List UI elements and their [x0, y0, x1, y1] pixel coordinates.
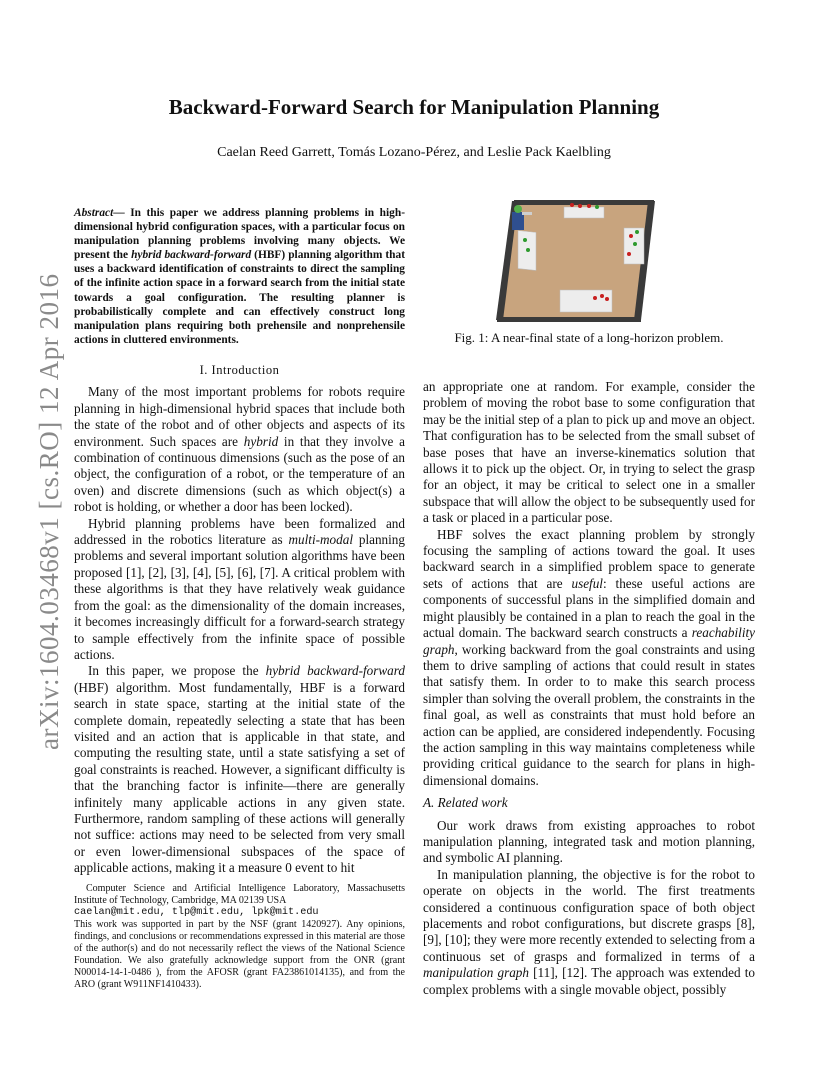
figure-object: [600, 294, 604, 298]
arxiv-stamp-text: arXiv:1604.03468v1 [cs.RO] 12 Apr 2016: [34, 273, 64, 750]
figure-table-right: [624, 228, 644, 264]
footnote: [74, 883, 405, 991]
paragraph: HBF solves the exact planning problem by strongly focusing the sampling of actions toward the goal. It uses backward search in a simplified problem space to generate sets of actions that are useful: these useful actions are components of successful plans in the simplified domain and might plausibly be contained in a plan to reach the goal in the actual domain. The backward search constructs a reachability graph, working backward from the goal constraints and using them to drive sampling of actions that could result in states that satisfy them. In order to to make this search process simpler than solving the overall problem, the constraints in the final goal, as well as constraints that must hold before an action can be applied, are considered independently. Focusing the action sampling in this way maintains completeness while providing critical guidance to the search for plans in high-dimensional domains.: [423, 526, 755, 788]
paragraph: In this paper, we propose the hybrid backward-forward (HBF) algorithm. Most fundamentally, HBF is a forward search in state space, starting at the initial state of the complete domain, repeatedly selecting a state that has been visited and an action that is applicable in that state, and computing the resulting state, until a state satisfying a set of goal constraints is reached. However, a significant difficulty is that the branching factor is infinite—there are generally infinitely many applicable actions in any given state. Furthermore, random sampling of these actions will generally not suffice: actions may need to be selected from very small or even lower-dimensional subspaces of the space of applicable actions, making it a measure 0 event to hit: [74, 663, 405, 876]
subsection-heading: A. Related work: [423, 795, 508, 811]
paragraph: In manipulation planning, the objective is for the robot to operate on objects in the world. The first treatments considered a continuous configuration space of both object placements and robot configurations, but discrete grasps [8], [9], [10]; they were more recently extended to selecting from a continuous set of grasps and formalized in terms of a manipulation graph [11], [12]. The approach was extended to complex problems with a single movable object, possibly: [423, 866, 755, 997]
figure-object: [578, 204, 582, 208]
paragraph: an appropriate one at random. For example, consider the problem of moving the robot base to some configuration that may be the initial step of a plan to pick up and move an object. That configuration has to be selected from the small subset of base poses that have an inverse-kinematics solution that allows it to pick up the object. Or, in trying to select the grasp for an object, it may be critical to select one in a smaller subspace that will allow the object to be subsequently used for a task or placed in a particular pose.: [423, 379, 755, 526]
paragraph: Hybrid planning problems have been formalized and addressed in the robotics literature as multi-modal planning problems and several important solution algorithms have been proposed [1], [2], [3], [4], [5], [6], [7]. A critical problem with these algorithms is that they have relatively weak guidance from the goal: as the dimensionality of the domain increases, it becomes increasingly difficult for a forward-search strategy to sample effectively from the infinite space of possible actions.: [74, 515, 405, 662]
figure-robot-head: [514, 205, 522, 213]
left-column: [74, 362, 405, 877]
figure-table-bottom: [560, 290, 612, 312]
right-column: [423, 379, 755, 998]
figure-object: [633, 242, 637, 246]
abstract: [74, 206, 405, 347]
paper-title: Backward-Forward Search for Manipulation Planning: [168, 95, 660, 119]
paragraph: Many of the most important problems for robots require planning in high-dimensional hybrid spaces that include both the state of the robot and of other objects and aspects of its environment. Such spaces are hybrid in that they involve a combination of continuous dimensions (such as the pose of an object, the configuration of a robot, or the temperature of an oven) and discrete dimensions (such as which object(s) a robot is holding, or whether a door has been locked).: [74, 384, 405, 515]
figure-object: [587, 204, 591, 208]
abstract-text-2: (HBF) planning algorithm that uses a backward identification of constraints to direct the sampling of the infinite action space in a forward search from the initial state towards a goal configuration. The resulting planner is probabilistically complete and can effectively construct long manipulation plans requiring both prehensile and nonprehensile actions in cluttered environments.: [74, 249, 405, 346]
figure-1-caption: Fig. 1: A near-final state of a long-horizon problem.: [454, 330, 724, 345]
abstract-label: Abstract: [74, 207, 114, 219]
abstract-text-1: — In this paper we address planning problems in high-dimensional hybrid configuration spaces, with a particular focus on manipulation planning problems involving many objects. We present the: [74, 207, 405, 262]
figure-object: [605, 297, 609, 301]
footnote-support: This work was supported in part by the NSF (grant 1420927). Any opinions, findings, and conclusions or recommendations expressed in this material are those of the author(s) and do not necessarily reflect the views of the National Science Foundation. We also gratefully acknowledge support from the ONR (grant N00014-14-1-0486 ), from the AFOSR (grant FA23861014135), and from the ARO (grant W911NF1410433).: [74, 919, 405, 990]
paragraph: Our work draws from existing approaches to robot manipulation planning, integrated task and motion planning, and symbolic AI planning.: [423, 817, 755, 866]
figure-robot-arm: [522, 212, 532, 215]
figure-object: [593, 296, 597, 300]
figure-object: [635, 230, 639, 234]
figure-wall-top: [514, 200, 654, 205]
figure-object: [523, 238, 527, 242]
footnote-affiliation: Computer Science and Artificial Intelligence Laboratory, Massachusetts Institute of Technology, Cambridge, MA 02139 USA: [74, 883, 405, 906]
abstract-emph: hybrid backward-forward: [131, 249, 252, 262]
figure-wall-bottom: [497, 317, 641, 322]
figure-object: [627, 252, 631, 256]
arxiv-stamp: [14, 230, 64, 750]
footnote-emails: caelan@mit.edu, tlp@mit.edu, lpk@mit.edu: [74, 907, 319, 918]
figure-object: [629, 234, 633, 238]
figure-object: [526, 248, 530, 252]
figure-1-image: [494, 198, 656, 323]
figure-object: [595, 205, 599, 209]
section-heading: I. Introduction: [199, 363, 280, 377]
figure-object: [570, 203, 574, 207]
paper-authors: Caelan Reed Garrett, Tomás Lozano-Pérez, and Leslie Pack Kaelbling: [217, 145, 611, 160]
